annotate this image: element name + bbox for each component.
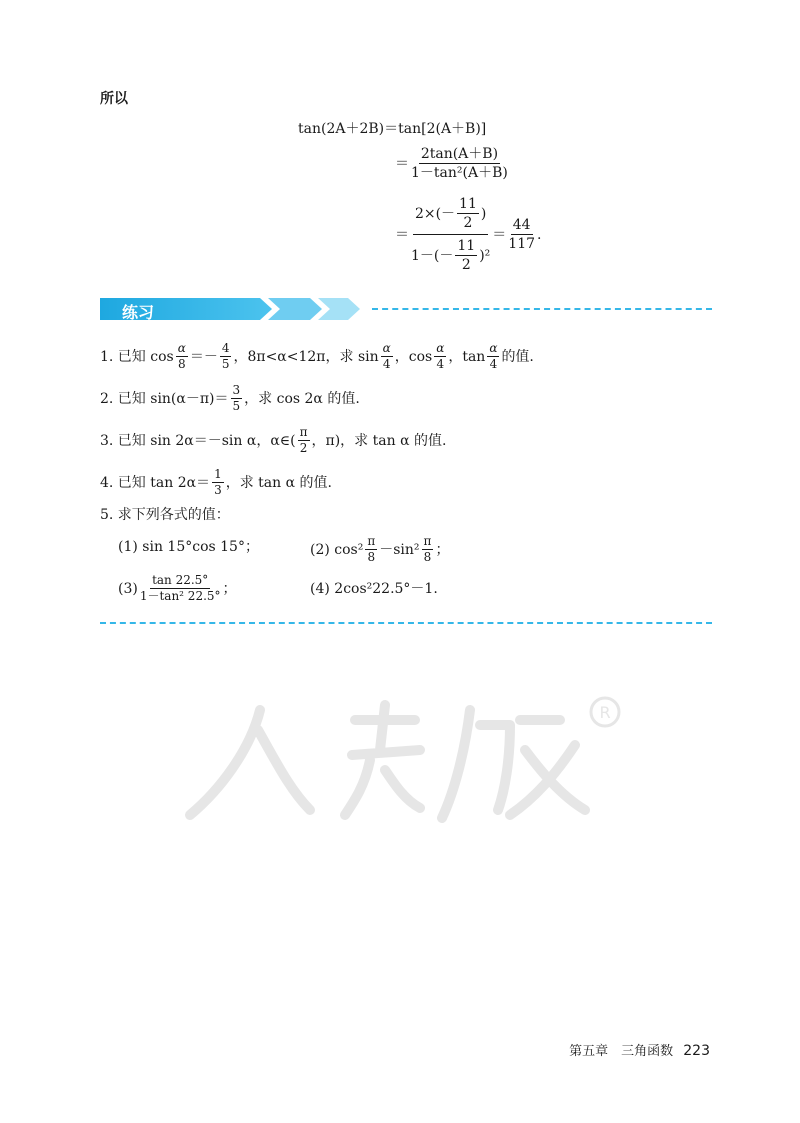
exercise-text: ，8π<α<12π，求 sin [233,348,379,365]
inner-numerator: 11 [457,238,476,254]
inner-denominator: 2 [461,257,471,273]
divider [372,308,712,310]
exercise-5-part-1: (1) sin 15°cos 15°； [118,539,259,555]
exercise-4 [100,468,332,497]
exercise-text: 2. 已知 sin(α－π)＝ [100,390,229,407]
denominator: 8 [177,357,186,371]
exercise-text: ，求 tan α 的值. [225,474,332,491]
denominator: 8 [367,550,376,564]
denominator: 1－tan²(A＋B) [411,165,508,181]
exercise-5-title: 5. 求下列各式的值： [100,507,230,523]
divider [100,622,712,624]
numerator: π [423,534,432,548]
exercise-text: 1. 已知 cos [100,348,174,365]
exercise-text: (2) cos² [310,541,364,558]
exercise-text: ，π)，求 tan α 的值. [311,432,447,449]
exercise-2 [100,384,360,413]
derivation-line-1: tan(2A＋2B)＝tan[2(A＋B)] [298,121,487,137]
exercise-text: (3) [118,580,138,597]
fraction [176,342,188,371]
denominator: 4 [382,357,391,371]
derivation-line-3 [395,196,541,273]
denominator: 2 [299,441,308,455]
numerator: α [489,341,498,355]
denominator: 5 [232,399,241,413]
fraction [422,535,434,564]
intro-label: 所以 [100,91,128,107]
denominator [411,235,490,273]
numerator: π [299,425,308,439]
page-number: 223 [683,1043,710,1059]
inner-denominator: 2 [463,215,473,231]
fraction [381,342,393,371]
numerator: α [382,341,391,355]
exercise-text: 3. 已知 sin 2α＝－sin α，α∈( [100,432,296,449]
fraction [411,146,508,181]
numerator: α [436,341,445,355]
equals-sign: ＝ [395,226,409,243]
exercise-text: ，求 cos 2α 的值. [244,390,360,407]
exercise-text: ，cos [394,348,433,365]
period: . [537,226,542,243]
section-banner [100,298,360,320]
numerator: 4 [221,341,230,355]
result-fraction [508,217,535,252]
numerator: α [177,341,186,355]
exercise-text: －sin² [379,541,420,558]
numerator [413,196,488,235]
denominator: 8 [423,550,432,564]
page-footer [569,1040,710,1059]
fraction [411,196,490,273]
exercise-text: ，tan [448,348,486,365]
inner-numerator: 11 [459,196,477,212]
equals-sign: ＝ [395,155,409,172]
denominator-text: 1－(－ [411,247,454,264]
denominator: 4 [489,357,498,371]
fraction [298,426,310,455]
denominator: 4 [436,357,445,371]
result-numerator: 44 [512,217,531,233]
inner-fraction [457,196,479,231]
exercise-5-part-4: (4) 2cos²22.5°－1. [310,581,438,597]
exercise-text: 4. 已知 tan 2α＝ [100,474,211,491]
section-title: 练习 [122,303,155,322]
derivation-line-2 [395,146,510,181]
numerator: 3 [232,383,241,397]
watermark-logo [180,690,630,830]
fraction [140,574,221,603]
fraction [434,342,446,371]
fraction [231,384,243,413]
denominator-close: )² [479,247,491,264]
numerator-text: 2×(－ [414,205,456,222]
exercise-text: ＝－ [189,348,218,365]
exercise-1 [100,342,534,371]
numerator: 2tan(A＋B) [420,146,499,162]
result-denominator: 117 [508,236,536,252]
numerator-close: ) [480,205,487,222]
exercise-text: 的值. [501,348,534,365]
exercise-3 [100,426,446,455]
denominator: 5 [221,357,230,371]
chapter-title: 第五章 三角函数 [569,1044,674,1059]
exercise-5-part-2 [310,535,449,564]
numerator: π [367,534,376,548]
equals-sign: ＝ [492,226,507,243]
numerator: 1 [214,467,222,481]
exercise-text: ； [435,541,450,558]
exercise-text: ； [222,580,237,597]
fraction [212,468,224,497]
fraction [365,535,377,564]
inner-fraction [455,238,477,273]
exercise-5-part-3 [118,574,237,603]
svg-text:R: R [599,703,611,722]
publisher-logo-icon [180,690,630,830]
fraction [220,342,232,371]
denominator: 1－tan² 22.5° [139,589,221,603]
numerator: tan 22.5° [152,573,209,587]
denominator: 3 [214,483,222,497]
fraction [487,342,499,371]
